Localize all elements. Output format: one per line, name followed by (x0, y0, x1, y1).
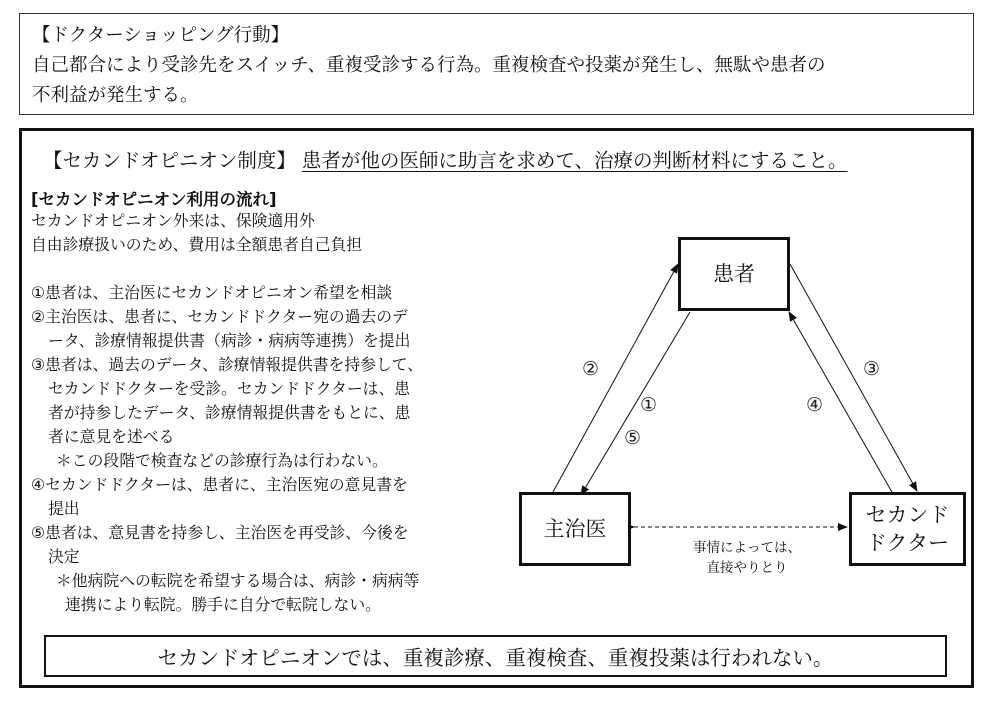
doctor-shopping-line-1: 自己都合により受診先をスイッチ、重複受診する行為。重複検査や投薬が発生し、無駄や患者の (32, 55, 826, 76)
second-opinion-title: 【セカンドオピニオン制度】 (43, 149, 296, 172)
doctor-shopping-box (19, 13, 974, 115)
primary-doctor-label: 主治医 (543, 517, 607, 541)
step-5-note-cont: 連携により転院。勝手に自分で転院しない。 (65, 595, 381, 614)
direct-exchange-note (657, 538, 837, 578)
cost-note-line: セカンドオピニオン外来は、保険適用外 (31, 211, 315, 230)
step-2-cont: ータ、診療情報提供書（病診・病病等連携）を提出 (48, 331, 411, 350)
label-step-3: ③ (863, 358, 881, 380)
arrow-step-3 (790, 264, 917, 491)
arrow-step-4 (789, 312, 893, 494)
second-doctor-label (866, 501, 950, 557)
label-step-4: ④ (806, 394, 824, 416)
step-5: ⑤患者は、意見書を持参し、主治医を再受診、今後を (31, 523, 409, 542)
cost-note-line: 自由診療扱いのため、費用は全額患者自己負担 (31, 235, 363, 254)
step-3-cont: 者に意見を述べる (48, 427, 175, 446)
step-3-note: ＊この段階で検査などの診療行為は行わない。 (56, 451, 388, 470)
doctor-shopping-line-2: 不利益が発生する。 (32, 85, 199, 106)
patient-node (678, 237, 790, 311)
step-3-cont: セカンドドクターを受診。セカンドドクターは、患 (48, 379, 411, 398)
second-opinion-definition: 患者が他の医師に助言を求めて、治療の判断材料にすること。 (301, 149, 848, 172)
second-doctor-label-line-2: ドクター (865, 531, 950, 555)
primary-doctor-node (519, 492, 631, 566)
step-1: ①患者は、主治医にセカンドオピニオン希望を相談 (31, 283, 393, 302)
label-step-2: ② (582, 358, 600, 380)
doctor-shopping-title: 【ドクターショッピング行動】 (32, 25, 290, 46)
arrow-step-2 (553, 264, 678, 492)
flow-heading: [セカンドオピニオン利用の流れ] (31, 190, 277, 209)
direct-exchange-note-line: 直接やりとり (706, 560, 788, 576)
label-step-1: ① (640, 394, 658, 416)
conclusion-text: セカンドオピニオンでは、重複診療、重複検査、重複投薬は行われない。 (157, 646, 834, 670)
direct-exchange-note-line: 事情によっては、 (693, 540, 801, 556)
step-4-cont: 提出 (48, 499, 80, 518)
step-3-cont: 者が持参したデータ、診療情報提供書をもとに、患 (48, 403, 411, 422)
second-opinion-box (19, 128, 974, 688)
arrow-step-1-5 (581, 312, 690, 495)
second-doctor-node (849, 492, 966, 566)
step-2: ②主治医は、患者に、セカンドドクター宛の過去のデ (31, 307, 408, 326)
step-5-cont: 決定 (48, 547, 80, 566)
step-5-note: ＊他病院への転院を希望する場合は、病診・病病等 (56, 571, 420, 590)
step-4: ④セカンドドクターは、患者に、主治医宛の意見書を (31, 475, 408, 494)
conclusion-box (44, 635, 947, 677)
label-step-5: ⑤ (624, 427, 642, 449)
step-3: ③患者は、過去のデータ、診療情報提供書を持参して、 (31, 355, 424, 374)
patient-label: 患者 (713, 262, 755, 286)
second-doctor-label-line-1: セカンド (865, 503, 950, 527)
relationship-diagram (22, 131, 971, 685)
